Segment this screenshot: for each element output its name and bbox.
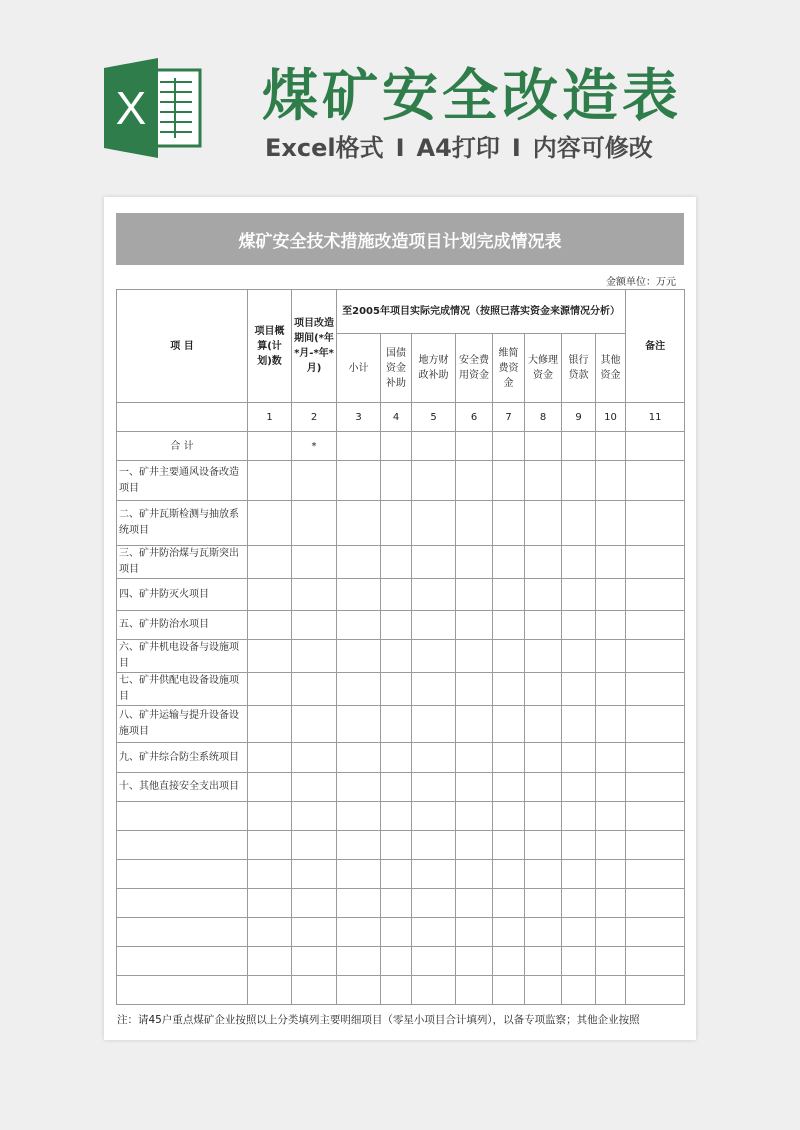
table-cell — [493, 918, 525, 947]
header-item: 项 目 — [117, 290, 248, 403]
table-cell — [562, 673, 596, 706]
table-cell — [248, 802, 292, 831]
table-cell — [525, 673, 562, 706]
subheader-cell: 其他资金 — [596, 334, 626, 403]
table-cell — [596, 461, 626, 501]
table-cell — [248, 579, 292, 611]
table-cell — [596, 501, 626, 546]
sheet-title: 煤矿安全技术措施改造项目计划完成情况表 — [116, 213, 684, 265]
item-label: 四、矿井防灭火项目 — [117, 579, 248, 611]
table-cell — [292, 546, 337, 579]
table-cell — [493, 976, 525, 1005]
table-cell — [248, 889, 292, 918]
table-cell — [292, 918, 337, 947]
table-cell — [493, 831, 525, 860]
table-cell — [562, 773, 596, 802]
table-cell — [596, 579, 626, 611]
table-cell — [562, 889, 596, 918]
table-cell — [626, 461, 685, 501]
subheader-cell: 银行贷款 — [562, 334, 596, 403]
table-cell — [117, 918, 248, 947]
table-cell — [456, 640, 493, 673]
table-cell — [493, 461, 525, 501]
table-cell — [337, 860, 381, 889]
table-row — [117, 976, 685, 1005]
subheader-cell: 安全费用资金 — [456, 334, 493, 403]
table-cell — [456, 546, 493, 579]
column-number: 9 — [562, 403, 596, 432]
table-cell — [626, 706, 685, 743]
plan-table — [116, 289, 685, 1005]
table-cell — [117, 976, 248, 1005]
table-cell — [525, 860, 562, 889]
table-cell — [493, 501, 525, 546]
table-row — [117, 802, 685, 831]
table-row — [117, 860, 685, 889]
table-cell — [337, 947, 381, 976]
table-cell — [562, 706, 596, 743]
table-cell — [292, 461, 337, 501]
subtitle-format: Excel格式 — [265, 134, 384, 162]
table-cell — [292, 673, 337, 706]
table-cell — [562, 546, 596, 579]
subheader-cell: 国债资金补助 — [381, 334, 412, 403]
column-number: 11 — [626, 403, 685, 432]
table-cell — [456, 706, 493, 743]
table-cell — [117, 831, 248, 860]
table-cell — [412, 673, 456, 706]
table-cell — [337, 889, 381, 918]
table-cell — [626, 889, 685, 918]
table-cell — [525, 947, 562, 976]
table-cell — [456, 579, 493, 611]
table-cell — [456, 461, 493, 501]
table-cell — [562, 461, 596, 501]
table-cell — [248, 743, 292, 773]
table-cell — [525, 546, 562, 579]
table-cell — [292, 640, 337, 673]
table-cell — [248, 918, 292, 947]
total-row — [117, 432, 685, 461]
table-cell — [596, 947, 626, 976]
table-cell — [337, 611, 381, 640]
table-cell — [412, 889, 456, 918]
table-cell — [412, 947, 456, 976]
table-cell — [456, 773, 493, 802]
table-cell — [596, 611, 626, 640]
subheader-cell: 地方财政补助 — [412, 334, 456, 403]
table-cell — [456, 743, 493, 773]
item-label: 九、矿井综合防尘系统项目 — [117, 743, 248, 773]
table-cell — [292, 860, 337, 889]
table-cell — [292, 611, 337, 640]
subtitle-separator: I — [511, 134, 521, 162]
table-cell — [493, 579, 525, 611]
table-cell — [525, 706, 562, 743]
table-cell — [337, 706, 381, 743]
table-row — [117, 889, 685, 918]
table-cell — [381, 860, 412, 889]
item-label: 六、矿井机电设备与设施项目 — [117, 640, 248, 673]
table-cell — [493, 889, 525, 918]
table-row — [117, 461, 685, 501]
table-cell — [456, 611, 493, 640]
table-cell — [596, 773, 626, 802]
table-row — [117, 640, 685, 673]
table-cell — [596, 860, 626, 889]
table-cell — [493, 673, 525, 706]
table-cell — [248, 706, 292, 743]
table-cell — [381, 743, 412, 773]
table-cell — [525, 501, 562, 546]
table-cell — [248, 501, 292, 546]
table-cell — [337, 673, 381, 706]
table-cell — [292, 947, 337, 976]
table-cell — [562, 432, 596, 461]
table-cell — [525, 640, 562, 673]
item-label: 三、矿井防治煤与瓦斯突出项目 — [117, 546, 248, 579]
table-cell — [292, 579, 337, 611]
table-cell — [562, 831, 596, 860]
table-cell — [412, 579, 456, 611]
table-cell — [596, 432, 626, 461]
table-cell — [412, 461, 456, 501]
table-cell — [626, 579, 685, 611]
table-cell — [456, 918, 493, 947]
table-cell — [626, 501, 685, 546]
table-cell — [381, 889, 412, 918]
table-cell — [626, 918, 685, 947]
table-cell — [337, 579, 381, 611]
table-cell — [596, 546, 626, 579]
table-cell — [412, 918, 456, 947]
table-cell — [292, 743, 337, 773]
table-cell — [248, 432, 292, 461]
subtitle-separator: I — [395, 134, 405, 162]
table-cell — [626, 860, 685, 889]
table-cell — [626, 802, 685, 831]
table-cell — [525, 889, 562, 918]
table-cell — [381, 976, 412, 1005]
item-label: 二、矿井瓦斯检测与抽放系统项目 — [117, 501, 248, 546]
subtitle-editable: 内容可修改 — [532, 134, 653, 162]
table-cell — [412, 976, 456, 1005]
table-cell — [248, 461, 292, 501]
table-cell — [248, 611, 292, 640]
table-cell — [626, 546, 685, 579]
table-cell — [248, 831, 292, 860]
table-cell — [381, 579, 412, 611]
column-number-row — [117, 403, 685, 432]
document-paper — [104, 197, 696, 1040]
table-cell — [596, 802, 626, 831]
table-row — [117, 947, 685, 976]
table-cell — [596, 976, 626, 1005]
table-cell — [381, 947, 412, 976]
table-row — [117, 773, 685, 802]
table-cell — [412, 860, 456, 889]
table-cell — [248, 773, 292, 802]
table-cell — [381, 501, 412, 546]
table-cell — [248, 546, 292, 579]
table-cell — [412, 706, 456, 743]
amount-unit: 金额单位：万元 — [606, 277, 676, 288]
table-cell — [626, 432, 685, 461]
table-cell — [292, 831, 337, 860]
table-cell — [493, 640, 525, 673]
table-cell — [493, 611, 525, 640]
table-cell — [381, 673, 412, 706]
table-cell — [337, 461, 381, 501]
table-cell — [525, 918, 562, 947]
table-cell — [562, 611, 596, 640]
table-cell — [337, 802, 381, 831]
table-cell — [626, 611, 685, 640]
header-budget: 项目概算(计划)数 — [248, 290, 292, 403]
table-cell — [292, 889, 337, 918]
table-cell — [412, 743, 456, 773]
table-cell — [626, 947, 685, 976]
table-cell — [412, 773, 456, 802]
column-number: 10 — [596, 403, 626, 432]
table-cell — [493, 546, 525, 579]
table-cell — [596, 673, 626, 706]
table-cell — [292, 976, 337, 1005]
table-cell — [596, 889, 626, 918]
table-cell — [525, 773, 562, 802]
table-cell — [493, 706, 525, 743]
table-cell — [456, 947, 493, 976]
table-cell — [456, 673, 493, 706]
table-cell — [525, 461, 562, 501]
table-row — [117, 579, 685, 611]
table-cell — [248, 976, 292, 1005]
subheader-cell: 小计 — [337, 334, 381, 403]
table-cell — [117, 860, 248, 889]
subheader-cell: 大修理资金 — [525, 334, 562, 403]
table-cell — [493, 802, 525, 831]
excel-logo-icon — [100, 58, 206, 158]
table-cell — [381, 706, 412, 743]
table-cell — [337, 432, 381, 461]
table-cell — [626, 773, 685, 802]
table-cell — [525, 831, 562, 860]
table-cell — [456, 432, 493, 461]
table-cell — [337, 918, 381, 947]
column-number: 7 — [493, 403, 525, 432]
header-completion-group: 至2005年项目实际完成情况（按照已落实资金来源情况分析） — [337, 290, 626, 334]
column-number: 4 — [381, 403, 412, 432]
table-cell — [525, 579, 562, 611]
subheader-cell: 维简费资金 — [493, 334, 525, 403]
table-cell — [562, 860, 596, 889]
table-cell — [292, 501, 337, 546]
table-cell — [493, 773, 525, 802]
table-cell — [525, 802, 562, 831]
table-cell — [626, 976, 685, 1005]
table-cell — [562, 918, 596, 947]
table-cell — [493, 947, 525, 976]
table-cell — [562, 802, 596, 831]
table-cell — [456, 976, 493, 1005]
column-number: 3 — [337, 403, 381, 432]
column-number: 2 — [292, 403, 337, 432]
table-cell — [456, 860, 493, 889]
table-cell — [292, 773, 337, 802]
subtitle-print: A4打印 — [416, 134, 500, 162]
table-cell — [596, 743, 626, 773]
table-cell — [381, 432, 412, 461]
table-cell — [562, 579, 596, 611]
table-cell — [562, 640, 596, 673]
header-period: 项目改造期间(*年*月-*年*月) — [292, 290, 337, 403]
table-cell — [412, 432, 456, 461]
table-cell — [248, 673, 292, 706]
table-cell — [381, 640, 412, 673]
table-cell — [412, 611, 456, 640]
table-cell — [412, 501, 456, 546]
item-label: 五、矿井防治水项目 — [117, 611, 248, 640]
table-cell — [626, 640, 685, 673]
table-cell — [626, 831, 685, 860]
header-remark: 备注 — [626, 290, 685, 403]
table-cell — [337, 743, 381, 773]
table-row — [117, 918, 685, 947]
page-subtitle — [265, 128, 765, 160]
table-row — [117, 501, 685, 546]
table-cell — [381, 546, 412, 579]
table-cell — [412, 802, 456, 831]
table-cell — [412, 831, 456, 860]
table-cell — [562, 743, 596, 773]
column-number: 5 — [412, 403, 456, 432]
total-label: 合 计 — [117, 432, 248, 461]
table-cell — [381, 611, 412, 640]
column-number: 6 — [456, 403, 493, 432]
table-cell — [562, 976, 596, 1005]
table-cell — [562, 947, 596, 976]
table-cell — [381, 918, 412, 947]
table-cell — [525, 976, 562, 1005]
page-title: 煤矿安全改造表 — [262, 64, 682, 129]
table-cell — [117, 889, 248, 918]
table-cell — [381, 831, 412, 860]
column-number: 1 — [248, 403, 292, 432]
item-label: 八、矿井运输与提升设备设施项目 — [117, 706, 248, 743]
table-row — [117, 743, 685, 773]
item-label: 一、矿井主要通风设备改造项目 — [117, 461, 248, 501]
table-cell — [562, 501, 596, 546]
table-cell — [456, 802, 493, 831]
number-cell-blank — [117, 403, 248, 432]
table-cell — [337, 773, 381, 802]
excel-logo-letter: X — [115, 82, 147, 134]
table-cell — [381, 773, 412, 802]
table-cell — [292, 706, 337, 743]
item-label: 七、矿井供配电设备设施项目 — [117, 673, 248, 706]
table-cell — [626, 673, 685, 706]
table-cell — [596, 918, 626, 947]
column-number: 8 — [525, 403, 562, 432]
table-cell — [525, 743, 562, 773]
item-label: 十、其他直接安全支出项目 — [117, 773, 248, 802]
table-cell — [456, 889, 493, 918]
table-cell — [456, 831, 493, 860]
table-cell — [493, 743, 525, 773]
table-cell — [596, 831, 626, 860]
table-cell — [248, 860, 292, 889]
table-cell — [525, 432, 562, 461]
table-row — [117, 546, 685, 579]
table-cell — [337, 546, 381, 579]
table-cell — [412, 640, 456, 673]
total-period: * — [292, 432, 337, 461]
table-cell — [381, 802, 412, 831]
table-cell — [626, 743, 685, 773]
table-cell — [248, 640, 292, 673]
table-row — [117, 706, 685, 743]
table-cell — [493, 432, 525, 461]
table-row — [117, 831, 685, 860]
table-cell — [493, 860, 525, 889]
table-cell — [596, 706, 626, 743]
table-cell — [337, 831, 381, 860]
table-cell — [337, 501, 381, 546]
table-cell — [337, 640, 381, 673]
table-cell — [337, 976, 381, 1005]
table-cell — [596, 640, 626, 673]
table-row — [117, 611, 685, 640]
table-cell — [117, 947, 248, 976]
table-cell — [292, 802, 337, 831]
table-body — [117, 290, 685, 1005]
table-row — [117, 673, 685, 706]
table-cell — [412, 546, 456, 579]
footnote: 注：请45户重点煤矿企业按照以上分类填列主要明细项目（零星小项目合计填列），以备专项监察；其他企业按照 — [117, 1014, 640, 1026]
table-cell — [525, 611, 562, 640]
header-row-1 — [117, 290, 685, 334]
table-cell — [381, 461, 412, 501]
table-cell — [248, 947, 292, 976]
table-cell — [117, 802, 248, 831]
table-cell — [456, 501, 493, 546]
